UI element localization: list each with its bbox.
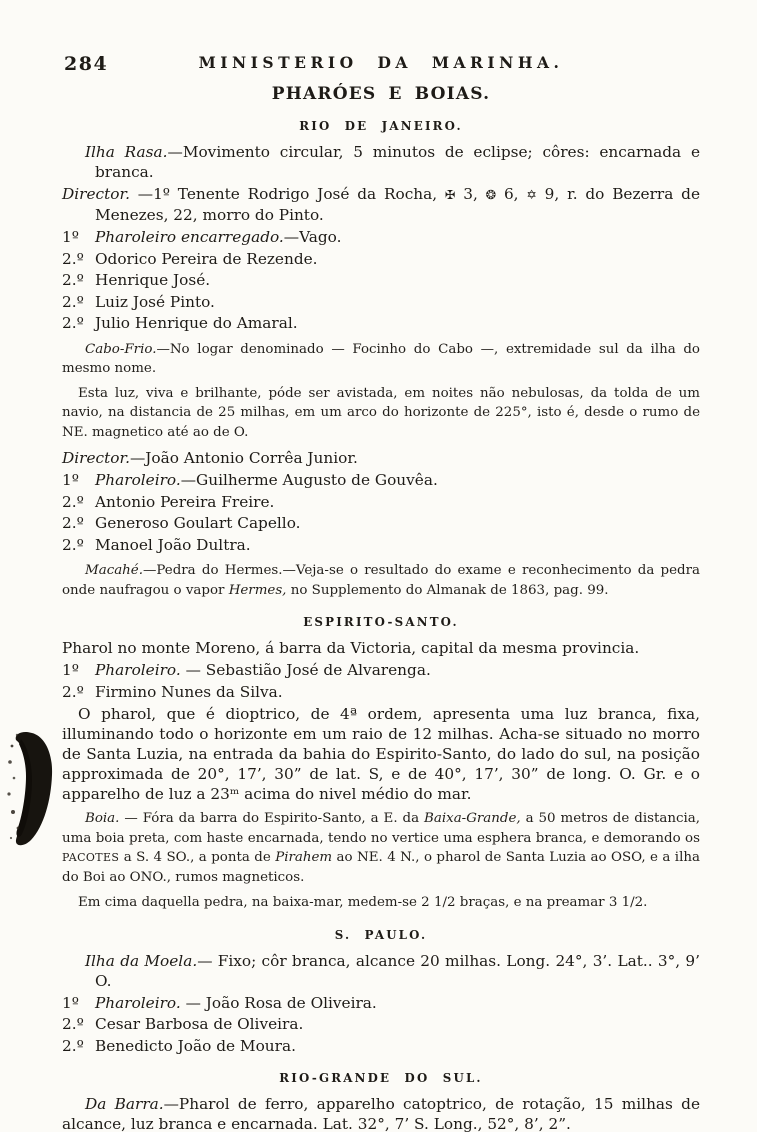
keeper-row — [62, 313, 700, 334]
entry-ilha-rasa — [85, 142, 700, 182]
entry-cabo-frio — [62, 340, 700, 379]
page-number: 284 — [64, 53, 109, 75]
entry-text: — Fixo; côr branca, alcance 20 milhas. Long. 24°, 3’. Lat.. 3°, 9’ O. — [95, 951, 700, 990]
page-title: PHARÓES E BOIAS. — [271, 84, 491, 104]
keeper-number: 2.º — [62, 292, 84, 311]
place-name: Pirahem — [275, 850, 333, 865]
section-espirito-santo — [62, 615, 700, 913]
entry-text: — Fóra da barra do Espirito-Santo, a E. da — [119, 811, 425, 826]
section-s-paulo — [62, 928, 700, 1057]
keeper-row — [62, 1014, 700, 1035]
keeper-name: Manoel João Dultra. — [95, 535, 251, 554]
entry-lead: Ilha da Moela. — [85, 951, 198, 970]
ship-name: Hermes, — [228, 582, 287, 598]
entry-lead: Director. — [62, 449, 130, 467]
keeper-number: 1º — [62, 471, 79, 489]
keeper-entry — [95, 993, 700, 1014]
keeper-number: 2.º — [62, 535, 84, 554]
note-em-cima: Em cima daquella pedra, na baixa-mar, medem-se 2 1/2 braças, e na preamar 3 1/2. — [78, 895, 648, 910]
entry-text: —João Antonio Corrêa Junior. — [129, 449, 358, 467]
keeper-row — [62, 492, 700, 513]
keeper-entry — [95, 660, 700, 681]
entry-lead: Macahé. — [85, 563, 143, 578]
keeper-name: Firmino Nunes da Silva. — [95, 682, 283, 701]
keeper-row — [62, 682, 700, 703]
entry-lead: Ilha Rasa. — [85, 143, 168, 161]
entry-text: 9, r. do Bezerra de Menezes, 22, morro do Pinto. — [95, 185, 701, 224]
entry-lead: Cabo-Frio. — [85, 341, 157, 357]
keeper-rest: —Guilherme Augusto de Gouvêa. — [180, 471, 438, 489]
note-o-pharol: O pharol, que é dioptrico, de 4ª ordem, apresenta uma luz branca, fixa, illuminando todo o horizonte em um raio de 12 milhas. Acha-se situado no morro de Santa Luzia, na entrada da bahia do Espirito-Santo, do lado do sul, na posição approximada de 20°, 17’, 30” de lat. S, e de 40°, 17’, 30” de long. O. Gr. e o apparelho de luz a 23ᵐ acima do nivel médio do mar. — [62, 705, 700, 803]
keeper-name: Henrique José. — [95, 271, 211, 289]
keeper-role: Pharoleiro. — [95, 993, 181, 1012]
section-rio-grande-do-sul — [62, 1071, 700, 1132]
keeper-role: Pharoleiro. — [95, 471, 181, 489]
section-heading-rio-grande-do-sul: RIO-GRANDE DO SUL. — [279, 1071, 483, 1085]
entry-text: —1º Tenente Rodrigo José da Rocha, — [129, 185, 445, 203]
keeper-row — [62, 227, 700, 248]
entry-ilha-da-moela — [85, 951, 700, 991]
entry-text: —Movimento circular, 5 minutos de eclipse; côres: encarnada e branca. — [95, 143, 700, 181]
keeper-role: Pharoleiro encarregado. — [95, 228, 284, 246]
keeper-name: Generoso Goulart Capello. — [95, 514, 301, 532]
rosette-medal-icon: ❂ — [485, 187, 497, 202]
keeper-row — [62, 513, 700, 534]
entry-macahe — [62, 561, 700, 600]
keeper-name: Cesar Barbosa de Oliveira. — [95, 1015, 304, 1033]
keeper-number: 2.º — [62, 1015, 84, 1033]
section-heading-rio-de-janeiro: RIO DE JANEIRO. — [299, 119, 463, 133]
keeper-role: Pharoleiro. — [95, 661, 181, 679]
keeper-name: Odorico Pereira de Rezende. — [95, 249, 318, 268]
entry-text: —No logar denominado — Focinho do Cabo —, extremidade sul da ilha do mesmo nome. — [62, 341, 700, 376]
entry-director-2 — [62, 448, 700, 468]
keeper-number: 1º — [62, 661, 79, 679]
star-medal-icon: ✡ — [526, 187, 537, 202]
entry-pharol-moreno: Pharol no monte Moreno, á barra da Victoria, capital da mesma provincia. — [62, 639, 640, 657]
keeper-row — [62, 1036, 700, 1057]
maltese-cross-medal-icon: ✠ — [444, 187, 456, 202]
entry-text: 6, — [496, 185, 527, 203]
section-heading-s-paulo: S. PAULO. — [334, 927, 428, 942]
keeper-number: 1º — [62, 993, 79, 1012]
entry-da-barra — [62, 1094, 700, 1132]
keeper-number: 1º — [62, 228, 79, 246]
keeper-rest: — Sebastião José de Alvarenga. — [180, 661, 431, 679]
entry-text: 3, — [455, 185, 486, 203]
entry-text: —Pedra do Hermes.—Veja-se o resultado do exame e reconhecimento da pedra onde naufragou o vapor — [62, 563, 700, 598]
note-esta-luz: Esta luz, viva e brilhante, póde ser avistada, em noites não nebulosas, da tolda de um navio, na distancia de 25 milhas, em um arco do horizonte de 225°, isto é, desde o rumo de NE. magnetico até ao de O. — [62, 385, 700, 440]
entry-lead: Boia. — [85, 811, 120, 826]
keeper-row — [62, 535, 700, 556]
keeper-number: 2.º — [62, 271, 84, 289]
keeper-number: 2.º — [62, 682, 84, 701]
keeper-name: Luiz José Pinto. — [95, 292, 215, 311]
keeper-rest: —Vago. — [283, 228, 342, 246]
keeper-entry — [95, 470, 700, 491]
keeper-name: Antonio Pereira Freire. — [95, 492, 275, 511]
keeper-row — [62, 660, 700, 681]
keeper-name: Benedicto João de Moura. — [95, 1036, 296, 1055]
keeper-number: 2.º — [62, 1036, 84, 1055]
keeper-entry — [95, 227, 700, 248]
entry-text: a S. 4 SO., a ponta de — [119, 850, 276, 865]
place-name: Baixa-Grande, — [424, 811, 521, 826]
entry-director — [62, 184, 701, 225]
entry-text: no Supplemento do Almanak de 1863, pag. 99. — [286, 582, 609, 598]
ink-blot-artifact — [5, 730, 59, 850]
keeper-number: 2.º — [62, 314, 84, 332]
entry-text: a 50 metros de distancia, uma boia preta, com haste encarnada, tendo no vertice uma esphera branca, e demorando os — [62, 811, 700, 846]
ministry-header: MINISTERIO DA MARINHA. — [198, 53, 564, 72]
keeper-name: Julio Henrique do Amaral. — [95, 314, 298, 332]
keeper-number: 2.º — [62, 249, 84, 268]
keeper-row — [62, 249, 700, 270]
entry-boia — [62, 809, 700, 887]
page-header — [62, 50, 700, 76]
keeper-number: 2.º — [62, 514, 84, 532]
keeper-row — [62, 292, 700, 313]
section-heading-espirito-santo: ESPIRITO-SANTO. — [303, 615, 459, 629]
keeper-rest: — João Rosa de Oliveira. — [180, 993, 377, 1012]
keeper-number: 2.º — [62, 492, 84, 511]
keeper-row — [62, 993, 700, 1014]
entry-lead: Da Barra. — [85, 1095, 164, 1113]
entry-text: —Pharol de ferro, apparelho catoptrico, de rotação, 15 milhas de alcance, luz branca e encarnada. Lat. 32°, 7’ S. Long., 52°, 8’, 2”. — [62, 1095, 701, 1132]
keeper-row — [62, 470, 700, 491]
smallcaps-word: PACOTES — [62, 851, 120, 864]
entry-text: ao NE. 4 N., o pharol de Santa Luzia ao OSO, e a ilha do Boi ao ONO., rumos magneticos. — [62, 850, 700, 885]
keeper-row — [62, 270, 700, 291]
section-rio-de-janeiro — [62, 119, 700, 600]
entry-lead: Director. — [62, 185, 130, 203]
